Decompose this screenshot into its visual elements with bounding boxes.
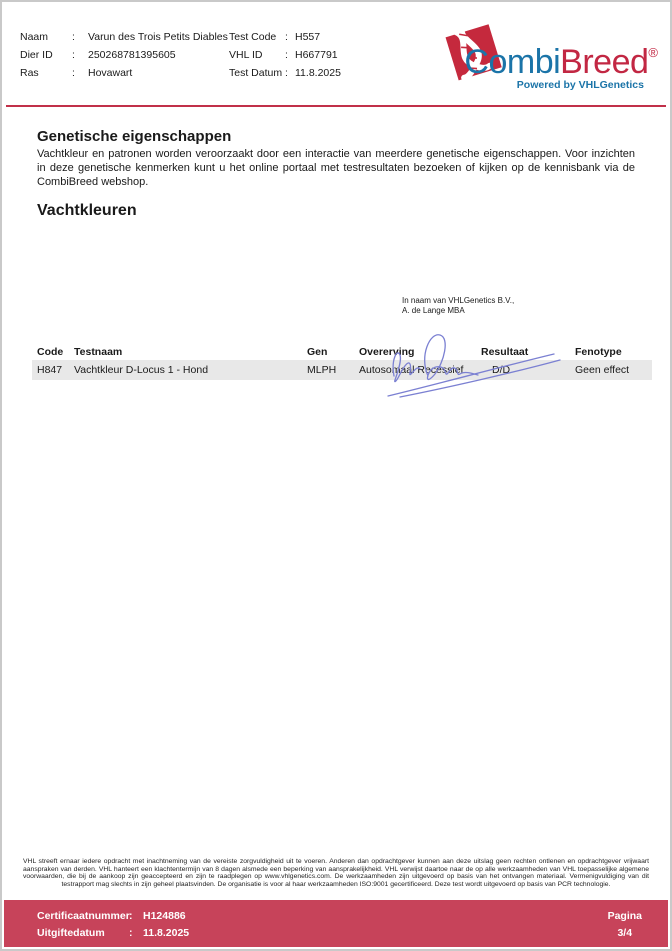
field-value: Hovawart bbox=[88, 67, 133, 79]
logo-wordmark bbox=[464, 36, 658, 91]
cell-gen: MLPH bbox=[307, 364, 337, 376]
logo-part-breed: Breed bbox=[560, 43, 649, 81]
field-colon: : bbox=[72, 49, 75, 61]
field-value: 11.8.2025 bbox=[143, 927, 190, 939]
field-colon: : bbox=[285, 67, 288, 79]
field-label: Test Datum bbox=[229, 67, 283, 79]
col-header-gen: Gen bbox=[307, 345, 328, 358]
animal-info-block bbox=[20, 28, 228, 82]
field-value: H124886 bbox=[143, 910, 186, 922]
cell-code: H847 bbox=[37, 364, 63, 376]
field-value: H667791 bbox=[295, 49, 338, 61]
page-indicator bbox=[608, 908, 642, 942]
header-divider bbox=[6, 105, 666, 107]
field-dier-id bbox=[20, 46, 228, 64]
field-value: Varun des Trois Petits Diables bbox=[88, 31, 228, 43]
field-label: Uitgiftedatum bbox=[37, 927, 105, 939]
main-content bbox=[37, 128, 635, 220]
field-label: Naam bbox=[20, 31, 49, 43]
field-certificaatnummer bbox=[37, 908, 189, 925]
certificate-info bbox=[37, 908, 189, 942]
col-header-testnaam: Testnaam bbox=[74, 345, 123, 358]
field-label: Certificaatnummer bbox=[37, 910, 130, 922]
field-value: 250268781395605 bbox=[88, 49, 176, 61]
field-value: H557 bbox=[295, 31, 321, 43]
cell-resultaat: D/D bbox=[492, 364, 511, 376]
field-uitgiftedatum bbox=[37, 925, 189, 942]
page-label: Pagina bbox=[607, 910, 642, 922]
field-value: 11.8.2025 bbox=[295, 67, 341, 79]
field-colon: : bbox=[72, 67, 75, 79]
cell-fenotype: Geen effect bbox=[575, 364, 630, 376]
field-colon: : bbox=[72, 31, 75, 43]
field-test-datum bbox=[229, 64, 341, 82]
signature-line2: A. de Lange MBA bbox=[402, 305, 465, 315]
col-header-fenotype: Fenotype bbox=[575, 345, 622, 358]
field-colon: : bbox=[129, 910, 133, 922]
logo-tagline: Powered by VHLGenetics bbox=[516, 79, 644, 91]
field-label: VHL ID bbox=[229, 49, 263, 61]
section-title-genetic: Genetische eigenschappen bbox=[37, 128, 232, 145]
footer-bar bbox=[4, 900, 668, 947]
field-vhl-id bbox=[229, 46, 341, 64]
signature-line1: In naam van VHLGenetics B.V., bbox=[402, 296, 515, 305]
field-naam bbox=[20, 28, 228, 46]
field-test-code bbox=[229, 28, 341, 46]
field-label: Ras bbox=[20, 67, 39, 79]
cell-overerving: Autosomaal Recessief bbox=[359, 364, 464, 376]
section-body-genetic: Vachtkleur en patronen worden veroorzaakt door een interactie van meerdere genetische eigenschappen. Voor inzichten in deze genetische kenmerken kunt u het online portaal met testresultaten bezoeken of kijken op de kennisbank via de CombiBreed webshop. bbox=[37, 148, 635, 188]
field-ras bbox=[20, 64, 228, 82]
registered-mark: ® bbox=[648, 45, 658, 60]
legal-disclaimer: VHL streeft ernaar iedere opdracht met inachtneming van de vereiste zorgvuldigheid uit te voeren. Anderen dan opdrachtgever kunnen aan deze uitslag geen rechten ontlenen en opdrachtgever vrijwaart aanspraken van derden. VHL hanteert een klachtentermijn van 8 dagen alsmede een beperking van aansprakelijkheid. VHL verwijst daartoe naar de op alle werkzaamheden van VHL toepasselijke algemene voorwaarden, die bij de aankoop zijn geaccepteerd en zijn te raadplegen op www.vhlgenetics.com. De werkzaamheden zijn uitgevoerd op basis van het ontvangen materiaal. Vermenigvuldiging van dit testrapport mag slechts in zijn geheel plaatsvinden. De organisatie is voor al haar werkzaamheden ISO:9001 gecertificeerd. Deze test wordt uitgevoerd op basis van PCR technologie. bbox=[23, 858, 649, 889]
col-header-resultaat: Resultaat bbox=[481, 345, 529, 358]
field-label: Dier ID bbox=[20, 49, 53, 61]
field-colon: : bbox=[285, 49, 288, 61]
page-value: 3/4 bbox=[617, 927, 633, 939]
field-colon: : bbox=[285, 31, 288, 43]
signature-block bbox=[402, 296, 514, 315]
field-label: Test Code bbox=[229, 31, 277, 43]
field-colon: : bbox=[129, 927, 133, 939]
cell-testnaam: Vachtkleur D-Locus 1 - Hond bbox=[74, 364, 209, 376]
test-info-block bbox=[229, 28, 341, 82]
col-header-code: Code bbox=[37, 345, 64, 358]
section-title-coat: Vachtkleuren bbox=[37, 202, 137, 220]
combibreed-logo bbox=[440, 10, 662, 98]
logo-part-combi: Combi bbox=[464, 43, 561, 81]
col-header-overerving: Overerving bbox=[359, 345, 415, 358]
signature-scribble bbox=[384, 322, 570, 402]
